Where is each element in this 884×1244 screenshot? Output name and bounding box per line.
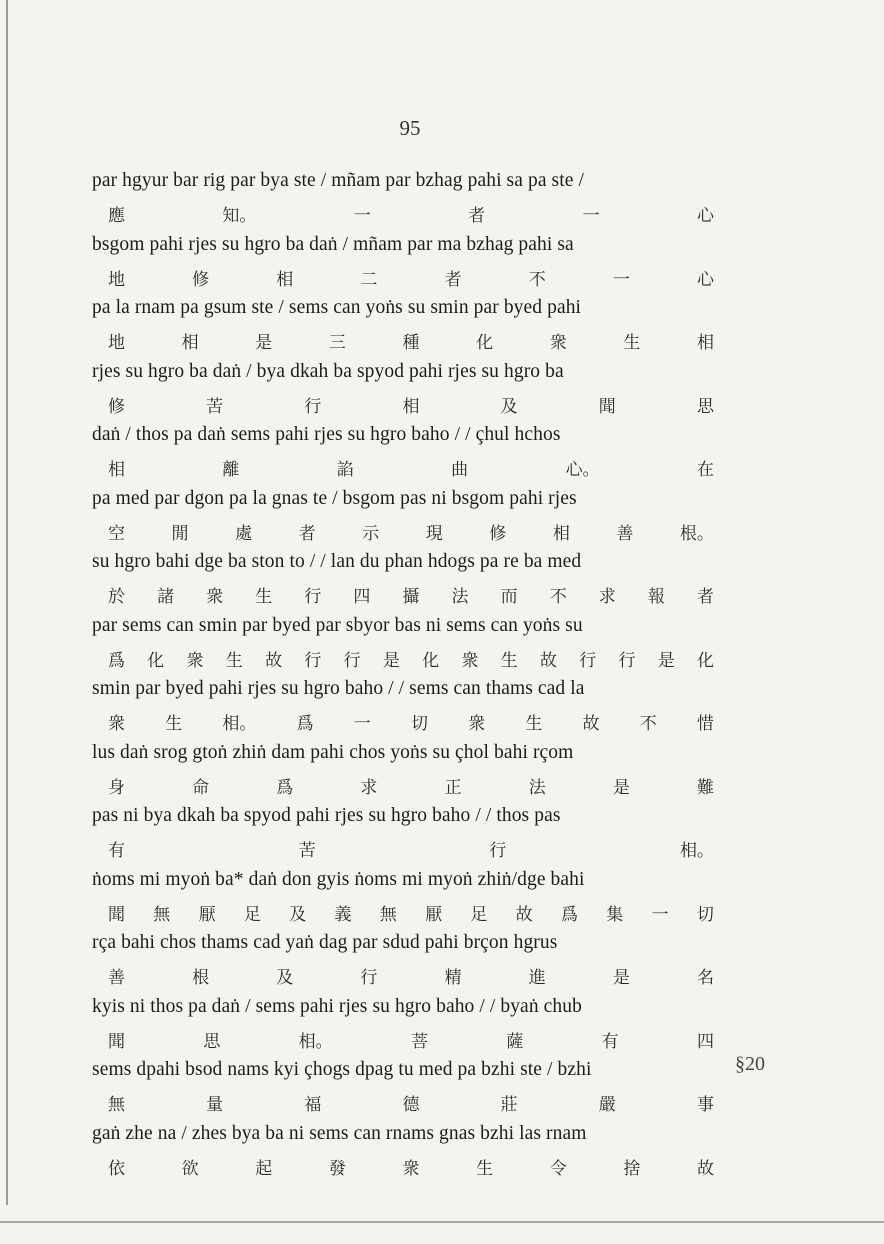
chinese-character: 衆	[402, 1158, 420, 1179]
romanized-line: ṅoms mi myoṅ ba* daṅ don gyis ṅoms mi myoṅ zhiṅ/dge bahi	[92, 868, 585, 890]
chinese-character: 不	[549, 587, 567, 607]
chinese-gloss-line	[108, 646, 714, 671]
chinese-character: 厭	[198, 904, 216, 925]
chinese-character: 聞	[108, 1031, 125, 1052]
chinese-character: 嚴	[598, 1095, 616, 1115]
chinese-character: 根	[192, 968, 210, 988]
chinese-character: 二	[360, 269, 378, 290]
chinese-character: 難	[696, 777, 714, 798]
chinese-gloss-line	[108, 392, 714, 417]
chinese-character: 爲	[108, 650, 125, 671]
chinese-character: 苦	[298, 841, 316, 861]
romanized-line: par hgyur bar rig par bya ste / mñam par bzhag pahi sa pa ste /	[92, 170, 585, 191]
chinese-character: 化	[147, 650, 165, 671]
page-number: 95	[399, 116, 421, 140]
romanized-line: rjes su hgro ba daṅ / bya dkah ba spyod pahi rjes su hgro ba	[92, 360, 564, 382]
romanized-line: pa med par dgon pa la gnas te / bsgom pas ni bsgom pahi rjes	[92, 487, 577, 509]
chinese-character: 不	[639, 714, 657, 734]
chinese-character: 相	[402, 396, 420, 417]
chinese-character: 空	[108, 523, 125, 544]
chinese-character: 種	[402, 333, 420, 353]
chinese-character: 聞	[108, 904, 125, 925]
chinese-character: 生	[225, 650, 243, 671]
chinese-character: 地	[108, 269, 125, 290]
chinese-character: 是	[612, 968, 630, 988]
chinese-character: 諂	[336, 460, 354, 480]
chinese-character: 相	[276, 269, 294, 290]
chinese-character: 心	[696, 206, 714, 226]
chinese-character: 善	[616, 523, 634, 544]
chinese-character: 行	[304, 650, 322, 671]
chinese-character: 菩	[410, 1031, 428, 1052]
chinese-character: 行	[343, 650, 361, 671]
chinese-character: 修	[108, 396, 125, 417]
chinese-gloss-line	[108, 773, 714, 798]
chinese-gloss-line	[108, 328, 714, 353]
chinese-character: 處	[235, 523, 253, 544]
chinese-character: 閒	[171, 523, 189, 544]
chinese-character: 起	[255, 1158, 273, 1179]
chinese-character: 義	[334, 904, 352, 925]
romanized-line: pa la rnam pa gsum ste / sems can yoṅs su smin par byed pahi	[92, 297, 582, 318]
chinese-character: 根。	[679, 523, 714, 544]
romanized-line: smin par byed pahi rjes su hgro baho / / sems can thams cad la	[92, 678, 585, 699]
chinese-character: 三	[328, 333, 346, 353]
chinese-character: 攝	[402, 587, 420, 607]
chinese-character: 令	[549, 1158, 567, 1179]
chinese-character: 行	[304, 396, 322, 417]
chinese-gloss-line	[108, 963, 714, 988]
chinese-character: 正	[444, 777, 462, 798]
chinese-gloss-line	[108, 1154, 714, 1179]
romanized-line: bsgom pahi rjes su hgro ba daṅ / mñam par ma bzhag pahi sa	[92, 233, 574, 255]
chinese-character: 思	[203, 1031, 221, 1052]
chinese-gloss-line	[108, 709, 714, 734]
chinese-character: 報	[647, 587, 665, 607]
chinese-character: 切	[696, 904, 714, 925]
chinese-character: 心。	[565, 460, 600, 480]
chinese-character: 者	[468, 206, 486, 226]
chinese-character: 爲	[296, 714, 314, 734]
chinese-character: 及	[276, 968, 294, 988]
chinese-character: 相。	[679, 841, 714, 861]
bottom-scan-edge	[0, 1221, 884, 1223]
chinese-character: 者	[298, 523, 316, 544]
chinese-character: 相	[552, 523, 570, 544]
chinese-character: 一	[651, 904, 669, 925]
chinese-character: 苦	[206, 396, 224, 417]
romanized-line: daṅ / thos pa daṅ sems pahi rjes su hgro baho / / çhul hchos	[92, 424, 561, 445]
chinese-character: 現	[425, 523, 443, 544]
chinese-character: 福	[304, 1095, 322, 1115]
chinese-character: 相。	[298, 1031, 333, 1052]
chinese-character: 示	[362, 523, 380, 544]
chinese-character: 法	[528, 777, 546, 798]
chinese-character: 法	[451, 587, 469, 607]
chinese-character: 相	[697, 333, 714, 353]
chinese-gloss-line	[108, 201, 714, 226]
chinese-character: 是	[382, 650, 400, 671]
chinese-character: 捨	[623, 1158, 641, 1179]
chinese-character: 化	[422, 650, 440, 671]
chinese-character: 諸	[157, 587, 175, 607]
chinese-character: 德	[402, 1095, 420, 1115]
chinese-character: 相	[181, 333, 199, 353]
chinese-character: 化	[476, 333, 494, 353]
romanized-line: lus daṅ srog gtoṅ zhiṅ dam pahi chos yoṅs su çhol bahi rçom	[92, 741, 574, 763]
chinese-character: 事	[696, 1095, 714, 1115]
chinese-character: 惜	[696, 714, 714, 734]
chinese-character: 曲	[451, 460, 469, 480]
chinese-character: 進	[528, 968, 546, 988]
chinese-character: 相	[108, 460, 125, 480]
chinese-character: 依	[108, 1158, 125, 1179]
chinese-character: 於	[108, 587, 125, 607]
section-marker: §20	[735, 1053, 765, 1075]
romanized-line: sems dpahi bsod nams kyi çhogs dpag tu med pa bzhi ste / bzhi	[92, 1059, 592, 1080]
chinese-gloss-line	[108, 1027, 714, 1052]
chinese-character: 知。	[222, 206, 257, 226]
chinese-character: 無	[379, 904, 397, 925]
chinese-character: 生	[525, 714, 543, 734]
chinese-character: 故	[515, 904, 533, 925]
chinese-character: 四	[696, 1031, 714, 1052]
chinese-character: 量	[206, 1095, 224, 1115]
left-scan-edge	[6, 0, 8, 1205]
chinese-character: 心	[696, 269, 714, 290]
chinese-character: 爲	[276, 777, 294, 798]
romanized-line: rça bahi chos thams cad yaṅ dag par sdud pahi brçon hgrus	[92, 932, 558, 953]
chinese-character: 者	[696, 587, 714, 607]
chinese-character: 一	[353, 206, 371, 226]
chinese-character: 相。	[222, 714, 257, 734]
chinese-character: 生	[623, 333, 641, 353]
chinese-gloss-line	[108, 265, 714, 290]
chinese-character: 命	[192, 777, 210, 798]
chinese-character: 一	[582, 206, 600, 226]
chinese-character: 一	[612, 269, 630, 290]
chinese-character: 行	[304, 587, 322, 607]
romanized-line: su hgro bahi dge ba ston to / / lan du phan hdogs pa re ba med	[92, 551, 582, 572]
chinese-character: 是	[255, 333, 273, 353]
chinese-character: 在	[696, 460, 714, 480]
chinese-gloss-line	[108, 519, 714, 544]
chinese-character: 及	[289, 904, 307, 925]
chinese-character: 求	[598, 587, 616, 607]
chinese-character: 一	[353, 714, 371, 734]
chinese-character: 求	[360, 777, 378, 798]
chinese-character: 離	[222, 460, 240, 480]
chinese-character: 身	[108, 777, 125, 798]
chinese-character: 行	[489, 841, 507, 861]
romanized-line: gaṅ zhe na / zhes bya ba ni sems can rnams gnas bzhi las rnam	[92, 1122, 587, 1144]
chinese-character: 四	[353, 587, 371, 607]
chinese-character: 修	[192, 269, 210, 290]
chinese-character: 生	[476, 1158, 494, 1179]
chinese-character: 衆	[549, 333, 567, 353]
chinese-gloss-line	[108, 455, 714, 480]
chinese-character: 名	[696, 968, 714, 988]
chinese-character: 衆	[461, 650, 479, 671]
chinese-character: 集	[606, 904, 624, 925]
chinese-character: 厭	[425, 904, 443, 925]
chinese-character: 爲	[560, 904, 578, 925]
chinese-character: 欲	[181, 1158, 199, 1179]
chinese-character: 化	[696, 650, 714, 671]
chinese-character: 衆	[108, 714, 125, 734]
chinese-character: 生	[255, 587, 273, 607]
chinese-character: 足	[470, 904, 488, 925]
chinese-character: 修	[489, 523, 507, 544]
chinese-character: 有	[601, 1031, 619, 1052]
chinese-character: 是	[657, 650, 675, 671]
chinese-character: 故	[697, 1158, 714, 1179]
chinese-character: 是	[612, 777, 630, 798]
chinese-character: 無	[153, 904, 171, 925]
chinese-character: 故	[582, 714, 600, 734]
chinese-character: 行	[618, 650, 636, 671]
chinese-character: 切	[410, 714, 428, 734]
chinese-character: 及	[500, 396, 518, 417]
chinese-character: 精	[444, 968, 462, 988]
chinese-character: 善	[108, 968, 125, 988]
chinese-character: 故	[539, 650, 557, 671]
chinese-gloss-line	[108, 836, 714, 861]
chinese-character: 聞	[598, 396, 616, 417]
chinese-character: 足	[243, 904, 261, 925]
chinese-character: 故	[265, 650, 283, 671]
chinese-gloss-line	[108, 582, 714, 607]
chinese-character: 而	[500, 587, 518, 607]
chinese-character: 行	[360, 968, 378, 988]
chinese-character: 有	[108, 841, 125, 861]
chinese-character: 莊	[500, 1095, 518, 1115]
romanized-line: pas ni bya dkah ba spyod pahi rjes su hgro baho / / thos pas	[92, 805, 561, 826]
chinese-character: 地	[108, 333, 125, 353]
chinese-gloss-line	[108, 1090, 714, 1115]
chinese-gloss-line	[108, 900, 714, 925]
chinese-character: 生	[165, 714, 183, 734]
chinese-character: 發	[328, 1158, 346, 1179]
chinese-character: 生	[500, 650, 518, 671]
chinese-character: 無	[108, 1095, 125, 1115]
chinese-character: 行	[579, 650, 597, 671]
chinese-character: 薩	[506, 1031, 524, 1052]
chinese-character: 應	[108, 206, 125, 226]
romanized-line: par sems can smin par byed par sbyor bas ni sems can yoṅs su	[92, 614, 583, 636]
chinese-character: 衆	[206, 587, 224, 607]
chinese-character: 不	[528, 269, 546, 290]
chinese-character: 思	[696, 396, 714, 417]
chinese-character: 者	[444, 269, 462, 290]
chinese-character: 衆	[468, 714, 486, 734]
romanized-line: kyis ni thos pa daṅ / sems pahi rjes su hgro baho / / byaṅ chub	[92, 995, 582, 1017]
chinese-character: 衆	[186, 650, 204, 671]
